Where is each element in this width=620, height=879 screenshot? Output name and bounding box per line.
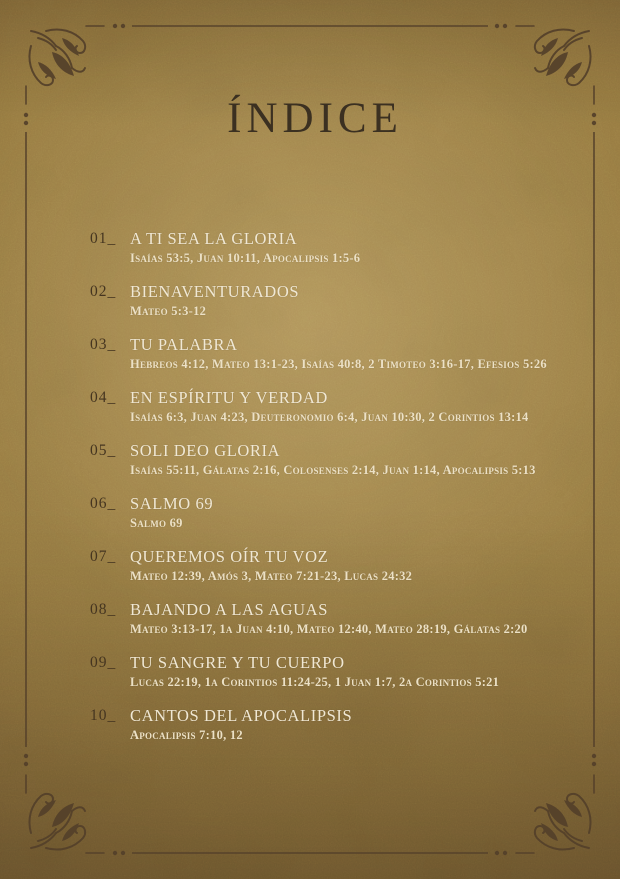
index-item [90, 334, 570, 373]
item-number: 07_ [90, 548, 117, 565]
item-body [130, 281, 299, 320]
index-item [90, 281, 570, 320]
index-item [90, 387, 570, 426]
index-list [90, 228, 570, 758]
item-title: SALMO 69 [130, 494, 214, 513]
corner-flourish-icon [495, 754, 596, 855]
item-number: 05_ [90, 442, 117, 459]
item-title: A TI SEA LA GLORIA [130, 229, 298, 248]
item-title: CANTOS DEL APOCALIPSIS [130, 706, 353, 725]
item-number: 01_ [90, 230, 117, 247]
item-body [130, 228, 360, 267]
item-references: Mateo 12:39, Amós 3, Mateo 7:21-23, Lucas 24:32 [130, 569, 413, 583]
index-item [90, 599, 570, 638]
index-item [90, 546, 570, 585]
item-references: Isaías 6:3, Juan 4:23, Deuteronomio 6:4, Juan 10:30, 2 Corintios 13:14 [130, 410, 529, 424]
item-references: Hebreos 4:12, Mateo 13:1-23, Isaías 40:8, 2 Timoteo 3:16-17, Efesios 5:26 [130, 357, 547, 371]
item-references: Mateo 5:3-12 [130, 304, 207, 318]
item-references: Isaías 53:5, Juan 10:11, Apocalipsis 1:5-6 [130, 251, 361, 265]
item-references: Mateo 3:13-17, 1a Juan 4:10, Mateo 12:40, Mateo 28:19, Gálatas 2:20 [130, 622, 528, 636]
item-body [130, 652, 499, 691]
item-references: Isaías 55:11, Gálatas 2:16, Colosenses 2:14, Juan 1:14, Apocalipsis 5:13 [130, 463, 536, 477]
item-number: 02_ [90, 283, 117, 300]
item-references: Salmo 69 [130, 516, 183, 530]
page-title: ÍNDICE [227, 95, 403, 142]
index-item [90, 652, 570, 691]
item-number: 06_ [90, 495, 117, 512]
item-references: Lucas 22:19, 1a Corintios 11:24-25, 1 Juan 1:7, 2a Corintios 5:21 [130, 675, 500, 689]
item-body [130, 599, 528, 638]
index-item [90, 493, 570, 532]
index-item [90, 440, 570, 479]
item-number: 08_ [90, 601, 117, 618]
item-number: 04_ [90, 389, 117, 406]
item-number: 09_ [90, 654, 117, 671]
item-title: BAJANDO A LAS AGUAS [130, 600, 328, 619]
item-title: SOLI DEO GLORIA [130, 441, 281, 460]
item-body [130, 334, 547, 373]
item-title: EN ESPÍRITU Y VERDAD [130, 388, 328, 407]
item-title: TU PALABRA [130, 335, 238, 354]
index-item [90, 705, 570, 744]
item-title: QUEREMOS OÍR TU VOZ [130, 547, 329, 566]
item-title: TU SANGRE Y TU CUERPO [130, 653, 345, 672]
item-body [130, 546, 412, 585]
corner-flourish-icon [24, 754, 125, 855]
item-title: BIENAVENTURADOS [130, 282, 300, 301]
item-body [130, 493, 213, 532]
item-body [130, 440, 536, 479]
item-references: Apocalipsis 7:10, 12 [130, 728, 243, 742]
index-item [90, 228, 570, 267]
item-body [130, 387, 529, 426]
item-number: 03_ [90, 336, 117, 353]
item-body [130, 705, 352, 744]
item-number: 10_ [90, 707, 117, 724]
